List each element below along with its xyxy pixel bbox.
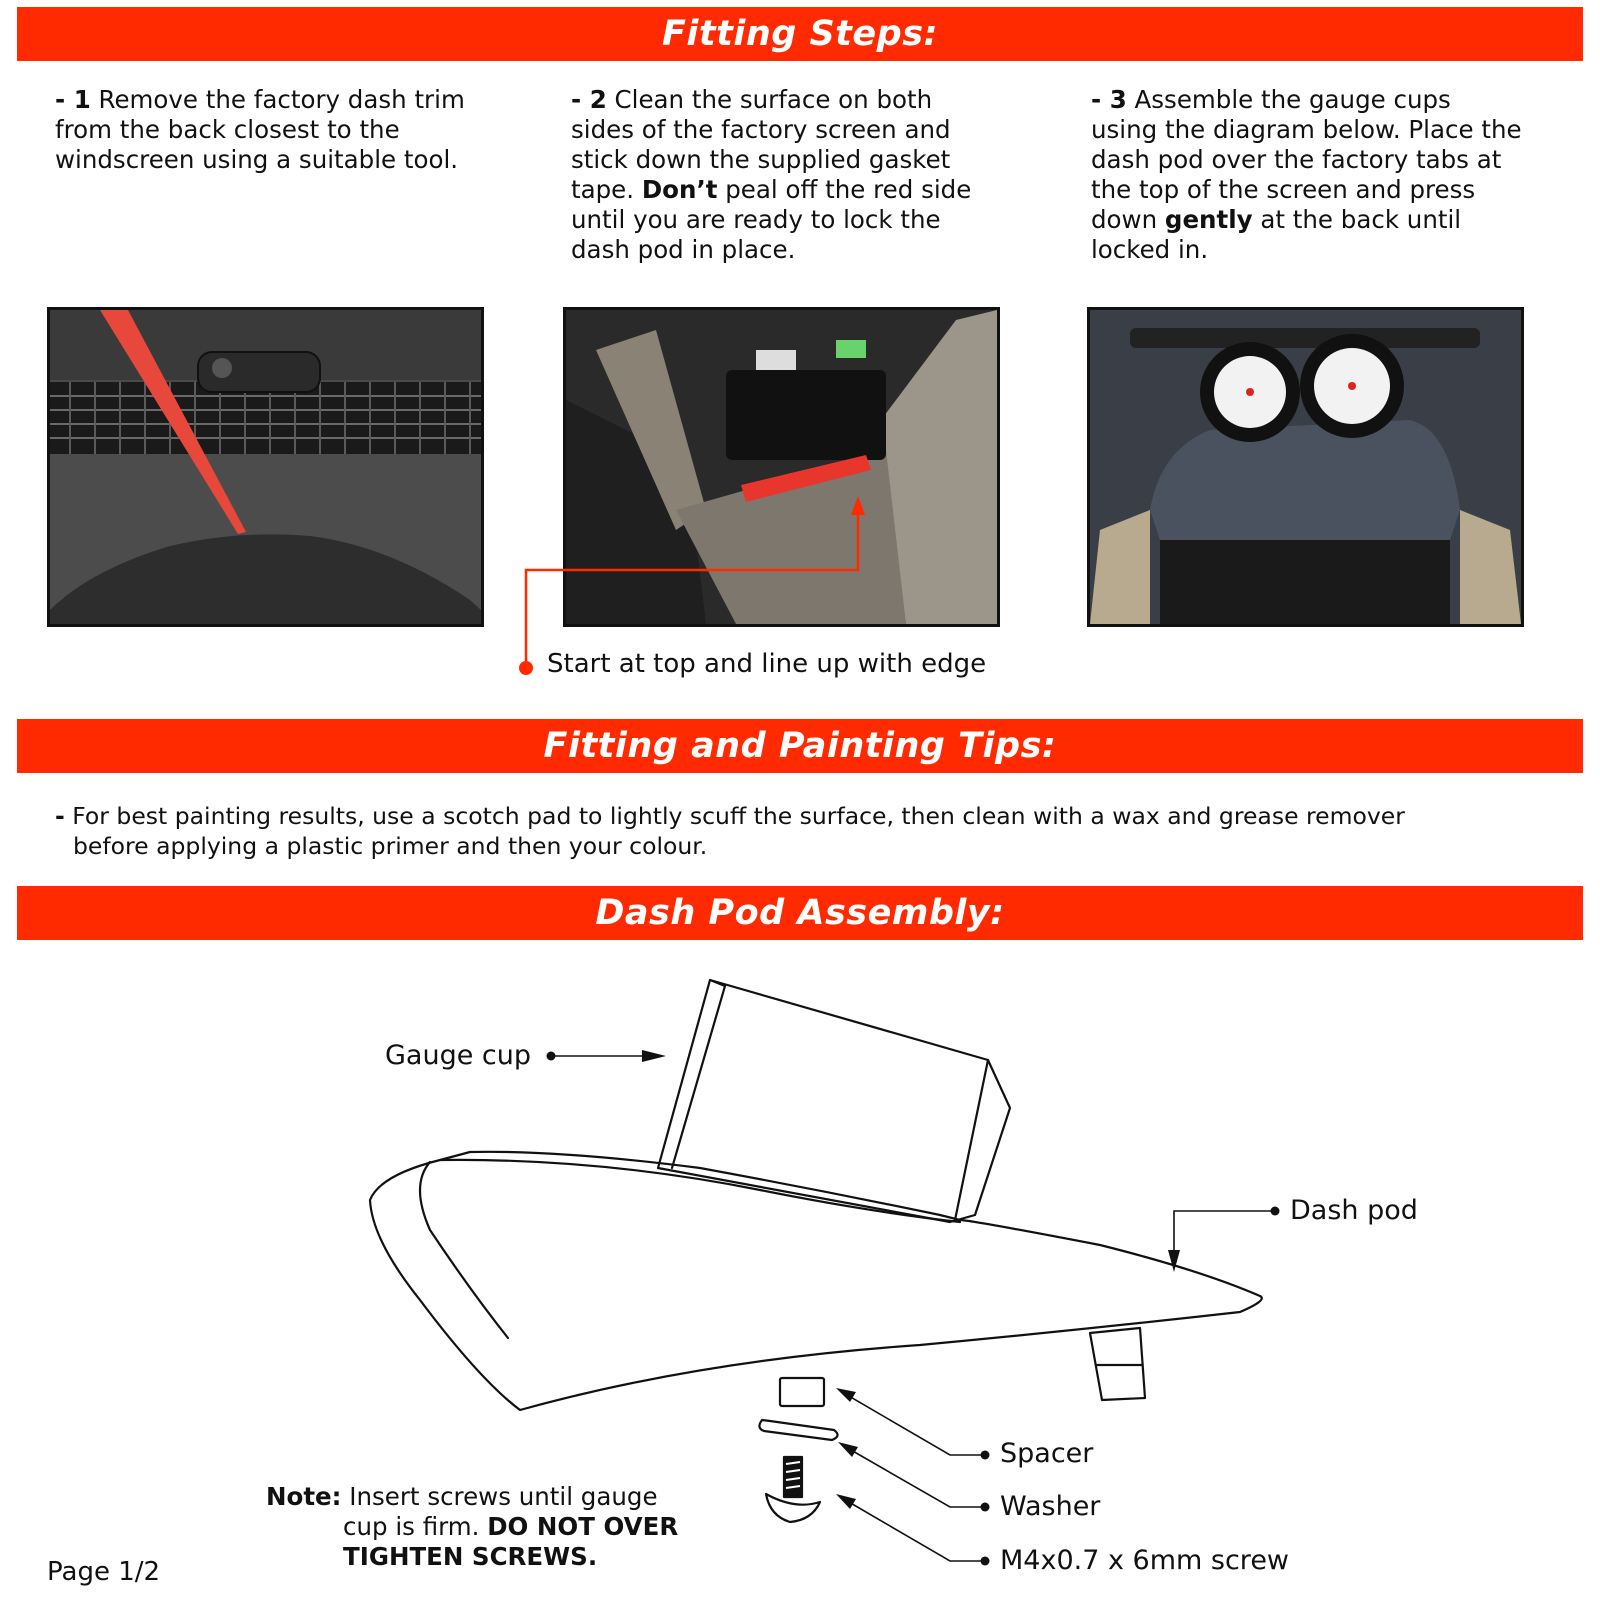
spacer-part <box>780 1378 824 1406</box>
step-3-line: dash pod over the factory tabs at <box>1091 145 1502 174</box>
dash-pod-label: Dash pod <box>1290 1195 1418 1226</box>
step-2-line: peal off the red side <box>717 175 972 204</box>
step-3-line: at the back until <box>1252 205 1462 234</box>
step-3-line: the top of the screen and press <box>1091 175 1476 204</box>
assembly-note <box>266 1482 678 1572</box>
spacer-leader <box>842 1392 985 1455</box>
step-1-line: Remove the factory dash trim <box>90 85 465 114</box>
photo-caption: Start at top and line up with edge <box>547 649 987 679</box>
note-warning: TIGHTEN SCREWS. <box>343 1542 598 1571</box>
note-warning: DO NOT OVER <box>487 1512 679 1541</box>
step-3-emphasis: gently <box>1164 205 1253 234</box>
step-2-number: - 2 <box>571 85 607 114</box>
painting-tip <box>55 801 1565 861</box>
step-1-line: windscreen using a suitable tool. <box>55 145 459 174</box>
step-3-line: down <box>1091 205 1165 234</box>
washer-part <box>759 1420 837 1440</box>
fitting-tips-heading: Fitting and Painting Tips: <box>17 719 1583 773</box>
step-2-line: tape. <box>571 175 642 204</box>
spacer-label: Spacer <box>1000 1438 1094 1469</box>
gauge-cup-label: Gauge cup <box>385 1040 532 1071</box>
tip-bullet: - <box>55 802 65 830</box>
step-2-emphasis: Don’t <box>641 175 718 204</box>
step-2-line: until you are ready to lock the <box>571 205 941 234</box>
page-number: Page 1/2 <box>47 1557 161 1587</box>
washer-label: Washer <box>1000 1491 1101 1522</box>
step-3-line: locked in. <box>1091 235 1209 264</box>
step-3-line: Assemble the gauge cups <box>1126 85 1451 114</box>
fitting-steps-heading: Fitting Steps: <box>17 7 1583 61</box>
note-line: Insert screws until gauge <box>341 1482 658 1511</box>
tip-line: before applying a plastic primer and then your colour. <box>73 832 708 860</box>
step-1-number: - 1 <box>55 85 91 114</box>
dash-pod-leader <box>1174 1211 1275 1262</box>
screw-label: M4x0.7 x 6mm screw <box>1000 1545 1290 1576</box>
step-3-number: - 3 <box>1091 85 1127 114</box>
step-2-line: dash pod in place. <box>571 235 796 264</box>
step-2-line: sides of the factory screen and <box>571 115 951 144</box>
step-3-line: using the diagram below. Place the <box>1091 115 1522 144</box>
gauge-cup-outline <box>658 980 1010 1222</box>
note-label: Note: <box>266 1482 342 1511</box>
caption-callout-line <box>0 0 1600 700</box>
tip-line: For best painting results, use a scotch pad to lightly scuff the surface, then clean with a wax and grease remover <box>64 802 1405 830</box>
screw-part <box>766 1494 820 1522</box>
dash-pod-assembly-diagram <box>0 940 1600 1600</box>
step-2-line: Clean the surface on both <box>606 85 933 114</box>
step-1-line: from the back closest to the <box>55 115 400 144</box>
step-2-line: stick down the supplied gasket <box>571 145 951 174</box>
dash-pod-outline <box>370 1152 1262 1410</box>
note-line: cup is firm. <box>343 1512 488 1541</box>
dash-pod-assembly-heading: Dash Pod Assembly: <box>17 886 1583 940</box>
